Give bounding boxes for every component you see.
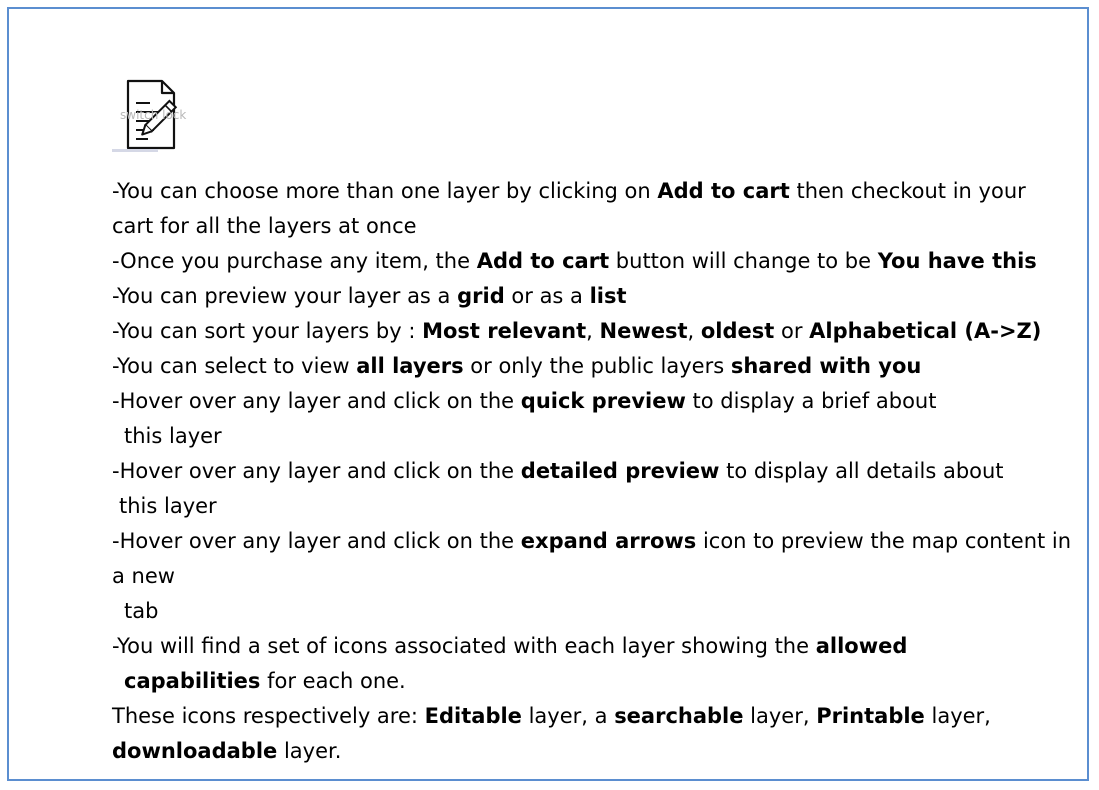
text-segment: or xyxy=(774,319,810,343)
bold-term: searchable xyxy=(614,704,744,728)
instruction-line xyxy=(112,279,1077,314)
text-segment: this layer xyxy=(119,494,217,518)
bold-term: Add to cart xyxy=(476,249,610,273)
bold-term: allowed xyxy=(815,634,908,658)
bold-term: Add to cart xyxy=(657,179,790,203)
bold-term: Editable xyxy=(424,704,522,728)
instruction-line xyxy=(112,734,1077,769)
instruction-line xyxy=(112,244,1077,279)
text-segment: this layer xyxy=(124,424,222,448)
instruction-line xyxy=(112,489,1077,524)
instruction-line xyxy=(112,174,1077,209)
text-segment: -You can choose more than one layer by clicking on xyxy=(112,179,658,203)
text-segment: to display all details about xyxy=(719,459,1004,483)
bold-term: Newest xyxy=(599,319,688,343)
bold-term: shared with you xyxy=(730,354,922,378)
text-segment: -Hover over any layer and click on the xyxy=(112,529,521,553)
bold-term: oldest xyxy=(700,319,775,343)
text-segment: a new xyxy=(112,564,175,588)
icon-watermark-text: switch lock xyxy=(120,108,187,122)
text-segment: -Once you purchase any item, the xyxy=(112,249,477,273)
bold-term: Most relevant xyxy=(422,319,587,343)
bold-term: Alphabetical (A->Z) xyxy=(809,319,1042,343)
text-segment: -You will find a set of icons associated with each layer showing the xyxy=(112,634,816,658)
instruction-line xyxy=(112,594,1077,629)
text-segment: layer. xyxy=(277,739,342,763)
instruction-line xyxy=(112,454,1077,489)
instruction-line xyxy=(112,209,1077,244)
bold-term: detailed preview xyxy=(520,459,720,483)
bold-term: capabilities xyxy=(124,669,261,693)
text-segment: -You can select to view xyxy=(112,354,357,378)
bold-term: Printable xyxy=(816,704,925,728)
bold-term: grid xyxy=(457,284,505,308)
bold-term: list xyxy=(589,284,627,308)
text-segment: , xyxy=(586,319,600,343)
text-segment: or only the public layers xyxy=(463,354,731,378)
text-segment: -You can preview your layer as a xyxy=(112,284,458,308)
instruction-line xyxy=(112,384,1077,419)
text-segment: icon to preview the map content in xyxy=(696,529,1072,553)
bold-term: expand arrows xyxy=(520,529,697,553)
text-segment: button will change to be xyxy=(609,249,878,273)
bold-term: You have this xyxy=(877,249,1037,273)
text-segment: -You can sort your layers by : xyxy=(112,319,423,343)
instruction-line xyxy=(112,559,1077,594)
text-segment: -Hover over any layer and click on the xyxy=(112,459,521,483)
icon-underline xyxy=(112,149,158,152)
text-segment: then checkout in your xyxy=(789,179,1026,203)
instruction-line xyxy=(112,699,1077,734)
instruction-line xyxy=(112,349,1077,384)
text-segment: layer, xyxy=(924,704,991,728)
text-segment: cart for all the layers at once xyxy=(112,214,417,238)
bold-term: all layers xyxy=(356,354,464,378)
text-segment: , xyxy=(687,319,701,343)
text-segment: -Hover over any layer and click on the xyxy=(112,389,521,413)
text-segment: for each one. xyxy=(260,669,406,693)
instruction-line xyxy=(112,314,1077,349)
text-segment: to display a brief about xyxy=(685,389,937,413)
instruction-line xyxy=(112,419,1077,454)
text-segment: or as a xyxy=(504,284,590,308)
instruction-line xyxy=(112,664,1077,699)
instruction-line xyxy=(112,629,1077,664)
instruction-line xyxy=(112,524,1077,559)
bold-term: quick preview xyxy=(520,389,686,413)
bold-term: downloadable xyxy=(112,739,278,763)
text-segment: These icons respectively are: xyxy=(112,704,425,728)
text-segment: layer, a xyxy=(521,704,615,728)
instructions-text xyxy=(112,174,1077,769)
text-segment: tab xyxy=(124,599,159,623)
text-segment: layer, xyxy=(743,704,817,728)
